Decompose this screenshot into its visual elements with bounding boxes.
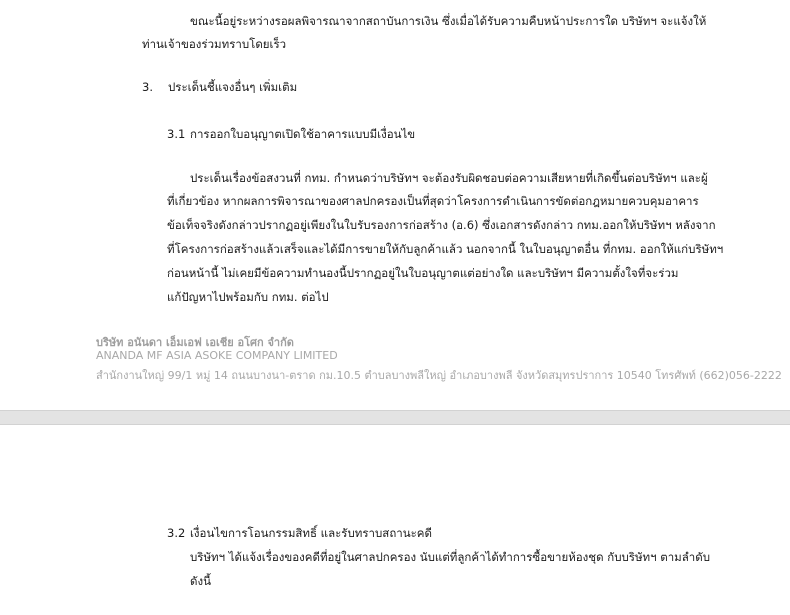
paragraph-line: แก้ปัญหาไปพร้อมกับ กทม. ต่อไป [167, 290, 329, 304]
paragraph-line: ข้อเท็จจริงดังกล่าวปรากฏอยู่เพียงในใบรับรองการก่อสร้าง (อ.6) ซึ่งเอกสารดังกล่าว กทม.ออกให้บริษัทฯ หลังจาก [167, 218, 716, 232]
footer-company-english: ANANDA MF ASIA ASOKE COMPANY LIMITED [96, 349, 338, 362]
section-3-2-number: 3.2 [167, 526, 186, 540]
paragraph-line: ที่เกี่ยวข้อง หากผลการพิจารณาของศาลปกครองเป็นที่สุดว่าโครงการดำเนินการขัดต่อกฎหมายควบคุมอาคาร [167, 194, 699, 208]
paragraph-line: บริษัทฯ ได้แจ้งเรื่องของคดีที่อยู่ในศาลปกครอง นับแต่ที่ลูกค้าได้ทำการซื้อขายห้องชุด กับบริษัทฯ ตามลำดับ [190, 550, 711, 564]
paragraph-line: ก่อนหน้านี้ ไม่เคยมีข้อความทำนองนี้ปรากฏอยู่ในใบอนุญาตแต่อย่างใด และบริษัทฯ มีความตั้งใจที่จะร่วม [167, 266, 679, 280]
section-3-1-number: 3.1 [167, 127, 186, 141]
document-page-2 [0, 425, 790, 615]
section-3-1-title: การออกใบอนุญาตเปิดใช้อาคารแบบมีเงื่อนไข [190, 127, 416, 141]
intro-line-2: ท่านเจ้าของร่วมทราบโดยเร็ว [142, 37, 287, 51]
section-3-number: 3. [142, 80, 153, 94]
section-3-2-title: เงื่อนไขการโอนกรรมสิทธิ์ และรับทราบสถานะคดี [190, 526, 432, 540]
section-3-title: ประเด็นชี้แจงอื่นๆ เพิ่มเติม [168, 80, 298, 94]
footer-company-thai: บริษัท อนันดา เอ็มเอฟ เอเชีย อโศก จำกัด [96, 336, 294, 349]
paragraph-line: ที่โครงการก่อสร้างแล้วเสร็จและได้มีการขายให้กับลูกค้าแล้ว นอกจากนี้ ในใบอนุญาตอื่น ที่กทม. ออกให้แก่บริษัทฯ [167, 242, 724, 256]
paragraph-line: ดังนี้ [190, 574, 211, 588]
footer-address: สำนักงานใหญ่ 99/1 หมู่ 14 ถนนบางนา-ตราด กม.10.5 ตำบลบางพลีใหญ่ อำเภอบางพลี จังหวัดสมุทรปราการ 10540 โทรศัพท์ (662)056-2222 [96, 369, 782, 382]
paragraph-line: ประเด็นเรื่องข้อสงวนที่ กทม. กำหนดว่าบริษัทฯ จะต้องรับผิดชอบต่อความเสียหายที่เกิดขึ้นต่อบริษัทฯ และผู้ [190, 171, 708, 185]
intro-line-1: ขณะนี้อยู่ระหว่างรอผลพิจารณาจากสถาบันการเงิน ซึ่งเมื่อได้รับความคืบหน้าประการใด บริษัทฯ จะแจ้งให้ [190, 14, 707, 28]
page-separator [0, 410, 790, 425]
